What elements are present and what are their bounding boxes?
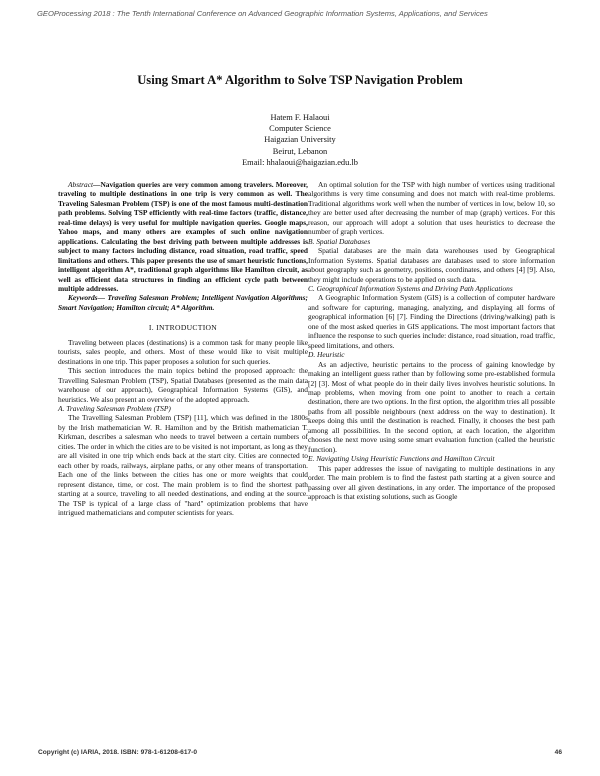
author-name: Hatem F. Halaoui	[270, 113, 330, 122]
copyright-footer: Copyright (c) IARIA, 2018. ISBN: 978-1-61208-617-0	[38, 749, 198, 756]
abstract-text: —Navigation queries are very common among travelers. Moreover, traveling to multiple destinations in one trip is very common as well. The Traveling Salesman Problem (TSP) is one of the most famous multi-destination path problems. Solving TSP efficiently with real-time factors (traffic, distance, real-time delays) is very useful for multiple navigation queries. Google maps, Yahoo maps, and many others are examples of such online navigation applications. Calculating the best driving path between multiple addresses is subject to many factors including distance, road situation, road traffic, speed limitations and others. This paper presents the use of smart heuristic functions, intelligent algorithm A*, traditional graph algorithms like Hamilton circuit, as well as efficient data structures in finding an efficient cycle path between multiple addresses.	[58, 180, 308, 293]
abstract	[58, 180, 308, 293]
abstract-lead: Abstract	[68, 180, 94, 189]
section-introduction-heading: I. INTRODUCTION	[148, 323, 218, 333]
author-block	[0, 112, 600, 168]
paper-title: Using Smart A* Algorithm to Solve TSP Navigation Problem	[137, 73, 463, 87]
left-column	[58, 180, 308, 517]
heuristic-paragraph: As an adjective, heuristic pertains to the process of gaining knowledge by making an intelligent guess rather than by following some pre-established formula [2] [3]. Most of what people do in their daily lives involves heuristic solutions. In map problems, when moving from one point to another to reach a certain destination, there are two options. In the first option, the algorithm tries all possible paths from all possible neighbours (next address on the way to destination). It keeps doing this until the destination is reached. Finally, it chooses the best path among all possibilities. In the second option, at each location, the algorithm chooses the next move using some smart evaluation function (called the heuristic function).	[308, 359, 555, 454]
intro-paragraph-2: This section introduces the main topics behind the proposed approach: the Travelling Salesman Problem (TSP), Spatial Databases (presented as the main data warehouse of our approach), Geographical Information Systems (GIS), and heuristics. We also present an overview of the adopted approach.	[58, 366, 308, 404]
gis-paragraph: A Geographic Information System (GIS) is a collection of computer hardware and software for capturing, managing, analyzing, and displaying all forms of geographical information [6] [7]. Finding the Directions (driving/walking) path is one of the most asked queries in GIS applications. The most important factors that influence the response to such queries include: distance, road situation, road traffic, speed limitations, and others.	[308, 293, 555, 350]
right-column	[308, 180, 555, 501]
page-number: 46	[554, 749, 562, 756]
spatial-paragraph: Spatial databases are the main data warehouses used by Geographical Information Systems. Spatial databases are databases used to store information about geography such as geometry, positions, coordinates, and others [4] [9]. Also, they might include operations to be applied on such data.	[308, 246, 555, 284]
subsection-a-heading: A. Traveling Salesman Problem (TSP)	[58, 403, 171, 413]
conference-header: GEOProcessing 2018 : The Tenth International Conference on Advanced Geographic Information Systems, Applications, and Services	[37, 9, 488, 18]
subsection-e-heading: E. Navigating Using Heuristic Functions and Hamilton Circuit	[308, 454, 495, 464]
intro-paragraph-1: Traveling between places (destinations) is a common task for many people like tourists, sales people, and others. Most of these would like to visit multiple destinations in one trip. This paper proposes a solution for such queries.	[58, 337, 308, 366]
author-city: Beirut, Lebanon	[272, 146, 328, 156]
tsp-paragraph: The Travelling Salesman Problem (TSP) [11], which was defined in the 1800s by the Irish mathematician W. R. Hamilton and by the British mathematician T. Kirkman, describes a salesman who needs to travel between a certain numbers of cities. The order in which the cities are to be visited is not important, as long as they are all visited in one trip which ends back at the start city. Cities are connected to each other by roads, railways, airplane paths, or any other means of transportation. Each one of the links between the cities has one or more weights that could represent distance, time, or cost. The main problem is to find the shortest path starting at a source, traveling to all needed destinations, and ending at the source. The TSP is typical of a large class of "hard" optimization problems that have intrigued mathematicians and computer scientists for years.	[58, 413, 308, 517]
author-dept: Computer Science	[269, 124, 331, 134]
right-paragraph-1: An optimal solution for the TSP with high number of vertices using traditional algorithms is very time consuming and does not match with real-time problems. Traditional algorithms work well when the number of vertices in low, below 10, so they are better used after decreasing the number of map (graph) vertices. For this reason, our approach will adopt a solution that uses heuristics to decrease the number of graph vertices.	[308, 180, 555, 237]
author-university: Haigazian University	[264, 135, 336, 145]
navigation-paragraph: This paper addresses the issue of navigating to multiple destinations in any order. The main problem is to find the fastest path starting at a given source and passing over all given destinations, in any order. The importance of the proposed approach is that existing solutions, such as Google	[308, 463, 555, 501]
keywords: Keywords— Traveling Salesman Problem; Intelligent Navigation Algorithms; Smart Navigation; Hamilton circuit; A* Algorithm.	[58, 293, 308, 312]
subsection-c-heading: C. Geographical Information Systems and Driving Path Applications	[308, 283, 513, 293]
author-email: Email: hhalaoui@haigazian.edu.lb	[242, 157, 358, 167]
subsection-b-heading: B. Spatial Databases	[308, 236, 371, 246]
subsection-d-heading: D. Heuristic	[308, 350, 345, 360]
